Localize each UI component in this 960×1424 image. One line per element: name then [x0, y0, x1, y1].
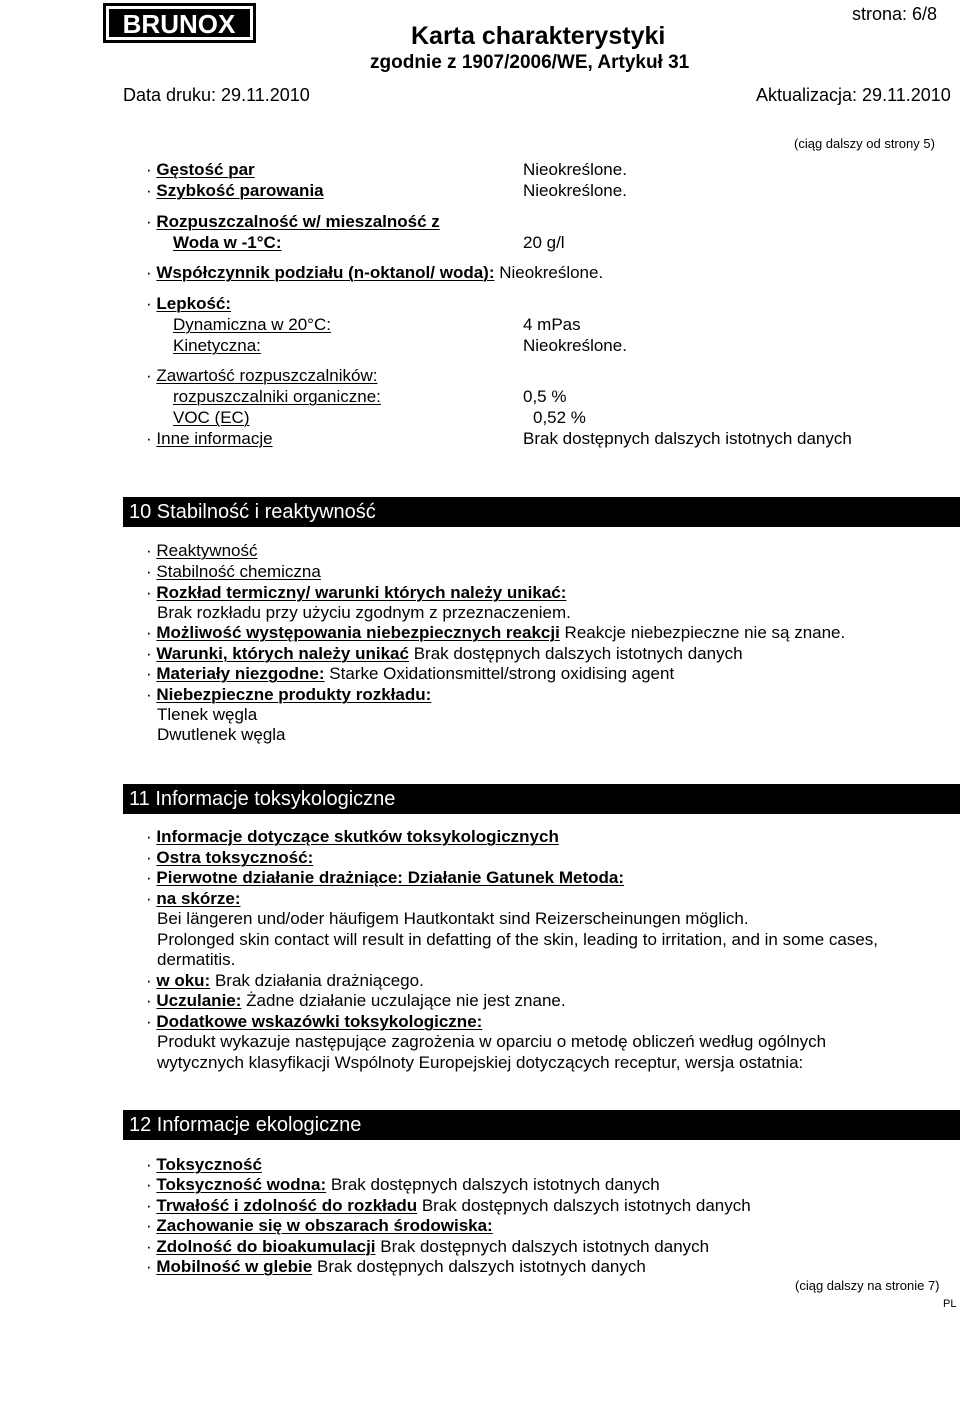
- water-value: 20 g/l: [523, 233, 565, 252]
- kinematic-value: Nieokreślone.: [523, 336, 627, 355]
- hazard-label: Możliwość występowania niebezpiecznych reakcji: [156, 623, 560, 642]
- logo-text: BRUNOX: [122, 9, 236, 39]
- eye-label: w oku:: [156, 971, 211, 990]
- stability-row: · Stabilność chemiczna: [146, 562, 321, 581]
- dynamic-value: 4 mPas: [523, 315, 581, 334]
- extra-tox-label: Dodatkowe wskazówki toksykologiczne:: [156, 1012, 483, 1031]
- skin-text-de: Bei längeren und/oder häufigem Hautkontakt sind Reizerscheinungen möglich.: [157, 909, 749, 928]
- hazard-text: Reakcje niebezpieczne nie są znane.: [564, 623, 846, 642]
- decomposition-text: Brak rozkładu przy użyciu zgodnym z przeznaczeniem.: [157, 603, 571, 622]
- aquatic-label: Toksyczność wodna:: [156, 1175, 327, 1194]
- aquatic-text: Brak dostępnych dalszych istotnych danych: [330, 1175, 660, 1194]
- eye-text: Brak działania drażniącego.: [214, 971, 424, 990]
- evaporation-label: Szybkość parowania: [156, 181, 324, 200]
- hazard-row: · Możliwość występowania niebezpiecznych reakcji Reakcje niebezpieczne nie są znane.: [146, 623, 846, 642]
- decomposition-row: · Rozkład termiczny/ warunki których należy unikać:: [146, 583, 567, 602]
- eye-row: · w oku: Brak działania drażniącego.: [146, 971, 424, 990]
- mobility-row: · Mobilność w glebie Brak dostępnych dalszych istotnych danych: [146, 1257, 646, 1276]
- primary-row: · Pierwotne działanie drażniące: Działanie Gatunek Metoda:: [146, 868, 625, 887]
- language-code: PL: [943, 1298, 957, 1310]
- section-10-header: 10 Stabilność i reaktywność: [123, 497, 960, 527]
- incompatible-label: Materiały niezgodne:: [156, 664, 325, 683]
- product-item: Tlenek węgla: [157, 705, 258, 724]
- continued-from: (ciąg dalszy od strony 5): [794, 136, 935, 151]
- document-title: Karta charakterystyki: [411, 22, 666, 50]
- extra-tox-text-cont: wytycznych klasyfikacji Wspólnoty Europejskiej dotyczących receptur, wersja ostatnia:: [157, 1053, 804, 1072]
- reactivity-label: Reaktywność: [156, 541, 258, 560]
- persistence-text: Brak dostępnych dalszych istotnych danych: [421, 1196, 751, 1215]
- decomposition-label: Rozkład termiczny/ warunki których należy unikać:: [156, 583, 567, 602]
- tox-info-label: Informacje dotyczące skutków toksykologicznych: [156, 827, 559, 846]
- extra-tox-row: · Dodatkowe wskazówki toksykologiczne:: [146, 1012, 483, 1031]
- bioaccumulation-row: · Zdolność do bioakumulacji Brak dostępnych dalszych istotnych danych: [146, 1237, 710, 1256]
- kinematic-label: Kinetyczna:: [173, 336, 261, 355]
- solubility-label: Rozpuszczalność w/ mieszalność z: [156, 212, 440, 231]
- extra-tox-text: Produkt wykazuje następujące zagrożenia w oparciu o metodę obliczeń według ogólnych: [157, 1032, 827, 1051]
- product-item: Dwutlenek węgla: [157, 725, 286, 744]
- section-11-header: 11 Informacje toksykologiczne: [123, 784, 960, 814]
- aquatic-row: · Toksyczność wodna: Brak dostępnych dalszych istotnych danych: [146, 1175, 660, 1194]
- other-info-row: · Inne informacje: [146, 429, 273, 448]
- tox-info-row: · Informacje dotyczące skutków toksykologicznych: [146, 827, 559, 846]
- partition-value: Nieokreślone.: [499, 263, 604, 282]
- acute-label: Ostra toksyczność:: [156, 848, 314, 867]
- voc-value: 0,52 %: [533, 408, 586, 427]
- print-date: Data druku: 29.11.2010: [123, 85, 310, 105]
- reactivity-row: · Reaktywność: [146, 541, 258, 560]
- acute-row: · Ostra toksyczność:: [146, 848, 314, 867]
- update-date: Aktualizacja: 29.11.2010: [756, 85, 951, 105]
- partition-label: Współczynnik podziału (n-oktanol/ woda):: [156, 263, 495, 282]
- skin-label: na skórze:: [156, 889, 241, 908]
- continued-to: (ciąg dalszy na stronie 7): [795, 1278, 940, 1293]
- evaporation-value: Nieokreślone.: [523, 181, 627, 200]
- partition-row: · Współczynnik podziału (n-oktanol/ woda): Nieokreślone.: [146, 263, 604, 282]
- page-number: strona: 6/8: [852, 4, 938, 24]
- section-12-header: 12 Informacje ekologiczne: [123, 1110, 960, 1140]
- document-subtitle: zgodnie z 1907/2006/WE, Artykuł 31: [370, 52, 690, 73]
- primary-label: Pierwotne działanie drażniące: Działanie Gatunek Metoda:: [156, 868, 625, 887]
- evaporation-row: · Szybkość parowania: [146, 181, 324, 200]
- stability-label: Stabilność chemiczna: [156, 562, 321, 581]
- viscosity-row: · Lepkość:: [146, 294, 232, 313]
- avoid-text: Brak dostępnych dalszych istotnych danych: [413, 644, 743, 663]
- vapor-density-value: Nieokreślone.: [523, 160, 627, 179]
- other-info-value: Brak dostępnych dalszych istotnych danych: [523, 429, 852, 448]
- sensitization-row: · Uczulanie: Żadne działanie uczulające nie jest znane.: [146, 991, 566, 1010]
- viscosity-label: Lepkość:: [156, 294, 232, 313]
- vapor-density-label: Gęstość par: [156, 160, 255, 179]
- solvent-label: Zawartość rozpuszczalników:: [156, 366, 378, 385]
- water-label: Woda w -1°C:: [173, 233, 282, 252]
- toxicity-row: · Toksyczność: [146, 1155, 262, 1174]
- bioaccumulation-label: Zdolność do bioakumulacji: [156, 1237, 376, 1256]
- voc-label: VOC (EC): [173, 408, 250, 427]
- avoid-label: Warunki, których należy unikać: [156, 644, 409, 663]
- skin-text-en: Prolonged skin contact will result in defatting of the skin, leading to irritation, and in some cases,: [157, 930, 878, 949]
- products-row: · Niebezpieczne produkty rozkładu:: [146, 685, 432, 704]
- incompatible-row: · Materiały niezgodne: Starke Oxidationsmittel/strong oxidising agent: [146, 664, 675, 683]
- persistence-label: Trwałość i zdolność do rozkładu: [156, 1196, 418, 1215]
- persistence-row: · Trwałość i zdolność do rozkładu Brak dostępnych dalszych istotnych danych: [146, 1196, 751, 1215]
- avoid-row: · Warunki, których należy unikać Brak dostępnych dalszych istotnych danych: [146, 644, 743, 663]
- other-info-label: Inne informacje: [156, 429, 273, 448]
- products-label: Niebezpieczne produkty rozkładu:: [156, 685, 432, 704]
- vapor-density-row: · Gęstość par: [146, 160, 255, 179]
- mobility-label: Mobilność w glebie: [156, 1257, 313, 1276]
- organic-label: rozpuszczalniki organiczne:: [173, 387, 381, 406]
- solubility-row: · Rozpuszczalność w/ mieszalność z: [146, 212, 440, 231]
- mobility-text: Brak dostępnych dalszych istotnych danych: [316, 1257, 646, 1276]
- skin-text-en-cont: dermatitis.: [157, 950, 236, 969]
- incompatible-text: Starke Oxidationsmittel/strong oxidising agent: [329, 664, 675, 683]
- solvent-row: · Zawartość rozpuszczalników:: [146, 366, 378, 385]
- behaviour-row: · Zachowanie się w obszarach środowiska:: [146, 1216, 493, 1235]
- brunox-logo: [103, 3, 256, 43]
- toxicity-label: Toksyczność: [156, 1155, 262, 1174]
- bioaccumulation-text: Brak dostępnych dalszych istotnych danych: [380, 1237, 710, 1256]
- skin-row: · na skórze:: [146, 889, 241, 908]
- sensitization-label: Uczulanie:: [156, 991, 242, 1010]
- sensitization-text: Żadne działanie uczulające nie jest znane.: [246, 991, 566, 1010]
- behaviour-label: Zachowanie się w obszarach środowiska:: [156, 1216, 493, 1235]
- dynamic-label: Dynamiczna w 20°C:: [173, 315, 331, 334]
- organic-value: 0,5 %: [523, 387, 567, 406]
